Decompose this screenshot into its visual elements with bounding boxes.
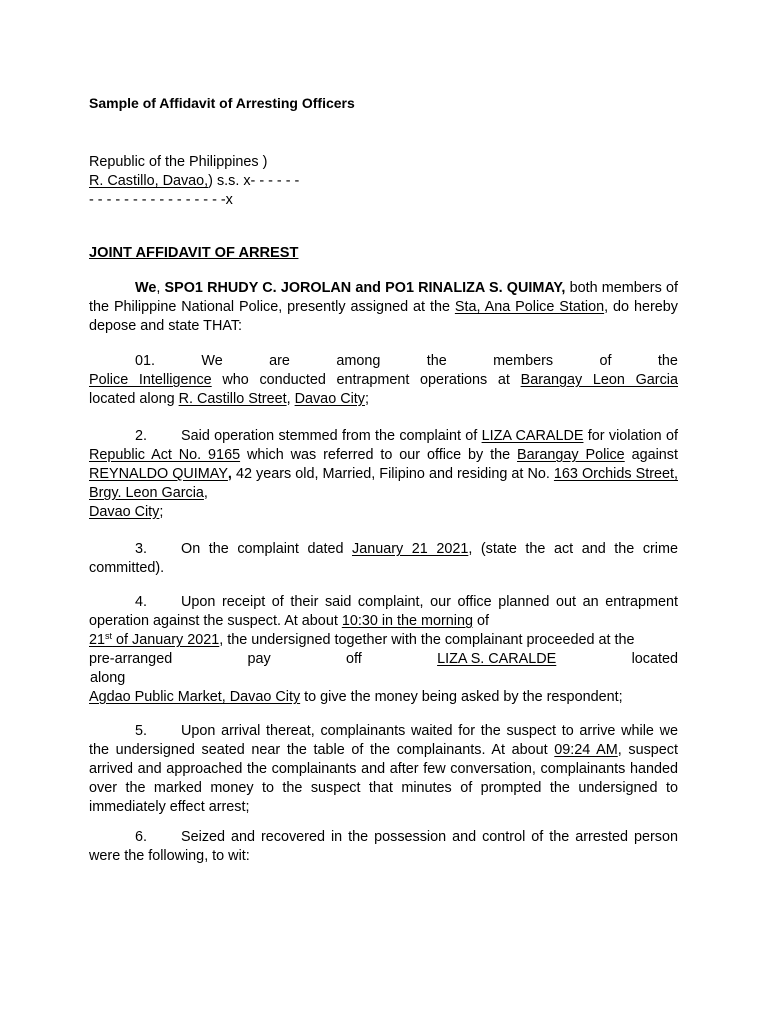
p5-text-1: Upon arrival thereat, complainants waited for the suspect to arrive while we the undersigned seated near the table of the complainants. At about [89,723,678,758]
payee-name: LIZA S. CARALDE [437,651,557,667]
paragraph-3-number: 3. [135,541,148,557]
paragraph-4-line-4 [89,650,678,669]
caption-place: R. Castillo, Davao, [89,173,209,189]
suspect-city: Davao City [89,504,160,520]
word: of [599,353,612,369]
document-title: Sample of Affidavit of Arresting Officers [89,95,355,111]
word: the [426,353,447,369]
word: among [336,353,381,369]
venue-caption [89,153,678,210]
paragraph-1 [89,352,678,409]
law-reference: Republic Act No. 9165 [89,447,241,463]
intro-we: We [135,280,157,296]
paragraph-5 [89,722,678,817]
paragraph-1-line-3 [89,390,678,409]
operation-day: 21 [89,632,106,648]
p2-text-1: Said operation stemmed from the complaint of [181,428,482,444]
paragraph-4-along [89,669,679,688]
suspect-address: 163 Orchids Street, Brgy. Leon Garcia [89,466,678,501]
police-station: Sta, Ana Police Station [454,299,605,315]
p2-text-4: against [624,447,678,463]
p2-end: ; [159,504,164,520]
p5-text-2: , suspect arrived and approached the complainants and after few conversation, complainants handed over the marked money to the suspect that minutes of prompted the undersigned to immediately effect arrest; [89,742,678,815]
word: are [269,353,290,369]
word: We [201,353,223,369]
p2-text-2: for violation of [583,428,678,444]
intro-paragraph: We, SPO1 RHUDY C. JOROLAN and PO1 RINALIZA S. QUIMAY, both members of the Philippine National Police, presently assigned at the Sta, Ana Police Station, do hereby depose and state THAT: [89,280,678,334]
p1-end: ; [364,391,369,407]
caption-ss: ) s.s. x- - - - - - [208,173,300,189]
word: located [631,651,678,667]
caption-line-1: Republic of the Philippines ) [89,154,268,170]
operation-month: of January 2021 [112,632,220,648]
paragraph-5-number: 5. [135,723,148,739]
referring-office: Barangay Police [517,447,625,463]
complaint-date: January 21 2021 [352,541,469,557]
barangay-name: Barangay Leon Garcia [520,372,678,388]
paragraph-3 [89,540,678,578]
word: off [346,651,362,667]
p4-text-1: Upon receipt of their said complaint, our office planned out an entrapment operation against the suspect. At about [89,594,678,629]
affidavit-heading: JOINT AFFIDAVIT OF ARREST [89,245,299,261]
paragraph-4-line-6 [89,688,678,707]
p2-comma: , [227,466,232,482]
intro-officers: SPO1 RHUDY C. JOROLAN and PO1 RINALIZA S. QUIMAY, [164,280,566,296]
paragraph-6 [89,828,678,866]
operation-time: 10:30 in the morning [341,613,474,629]
word: members [493,353,554,369]
caption-line-3: - - - - - - - - - - - - - - - -x [89,192,233,208]
day-ordinal: st [105,631,113,641]
word: pre-arranged [89,651,173,667]
paragraph-1-line-2 [89,371,678,390]
paragraph-2-city-line [89,503,678,522]
p1-text-1: who conducted entrapment operations at [211,372,521,388]
p3-text-1: On the complaint dated [181,541,353,557]
market-location: Agdao Public Market, Davao City [89,689,301,705]
city-name: Davao City [294,391,365,407]
paragraph-2-number: 2. [135,428,148,444]
paragraph-4 [89,593,678,631]
paragraph-1-first-line [89,352,678,371]
police-unit: Police Intelligence [89,372,212,388]
p2-text-3: which was referred to our office by the [240,447,517,463]
p1-comma: , [286,391,295,407]
street-name: R. Castillo Street [178,391,287,407]
intro-text-1: both members of the Philippine National Police, presently assigned at the [89,280,678,315]
intro-text-2: , do hereby depose and state THAT: [89,299,678,334]
paragraph-2 [89,427,678,503]
p1-text-2: located along [89,391,179,407]
caption-line-2 [89,172,678,191]
arrival-time: 09:24 AM [554,742,618,758]
p4-text-4: to give the money being asked by the respondent; [300,689,623,705]
paragraph-4-number: 4. [135,594,148,610]
p3-text-2: , (state the act and the crime committed). [89,541,678,576]
p2-text-6: , [203,485,208,501]
p6-text-1: Seized and recovered in the possession and control of the arrested person were the following, to wit: [89,829,678,864]
p4-text-3: , the undersigned together with the complainant proceeded at the [219,632,635,648]
word: along [90,670,126,686]
p4-text-2: of [473,613,490,629]
complainant-name: LIZA CARALDE [481,428,584,444]
paragraph-1-number: 01. [135,353,156,369]
paragraph-4-line-3 [89,631,678,650]
word: the [657,353,678,369]
word: pay [247,651,271,667]
p2-text-5: 42 years old, Married, Filipino and residing at No. [231,466,554,482]
suspect-name: REYNALDO QUIMAY [89,466,228,482]
paragraph-6-number: 6. [135,829,148,845]
